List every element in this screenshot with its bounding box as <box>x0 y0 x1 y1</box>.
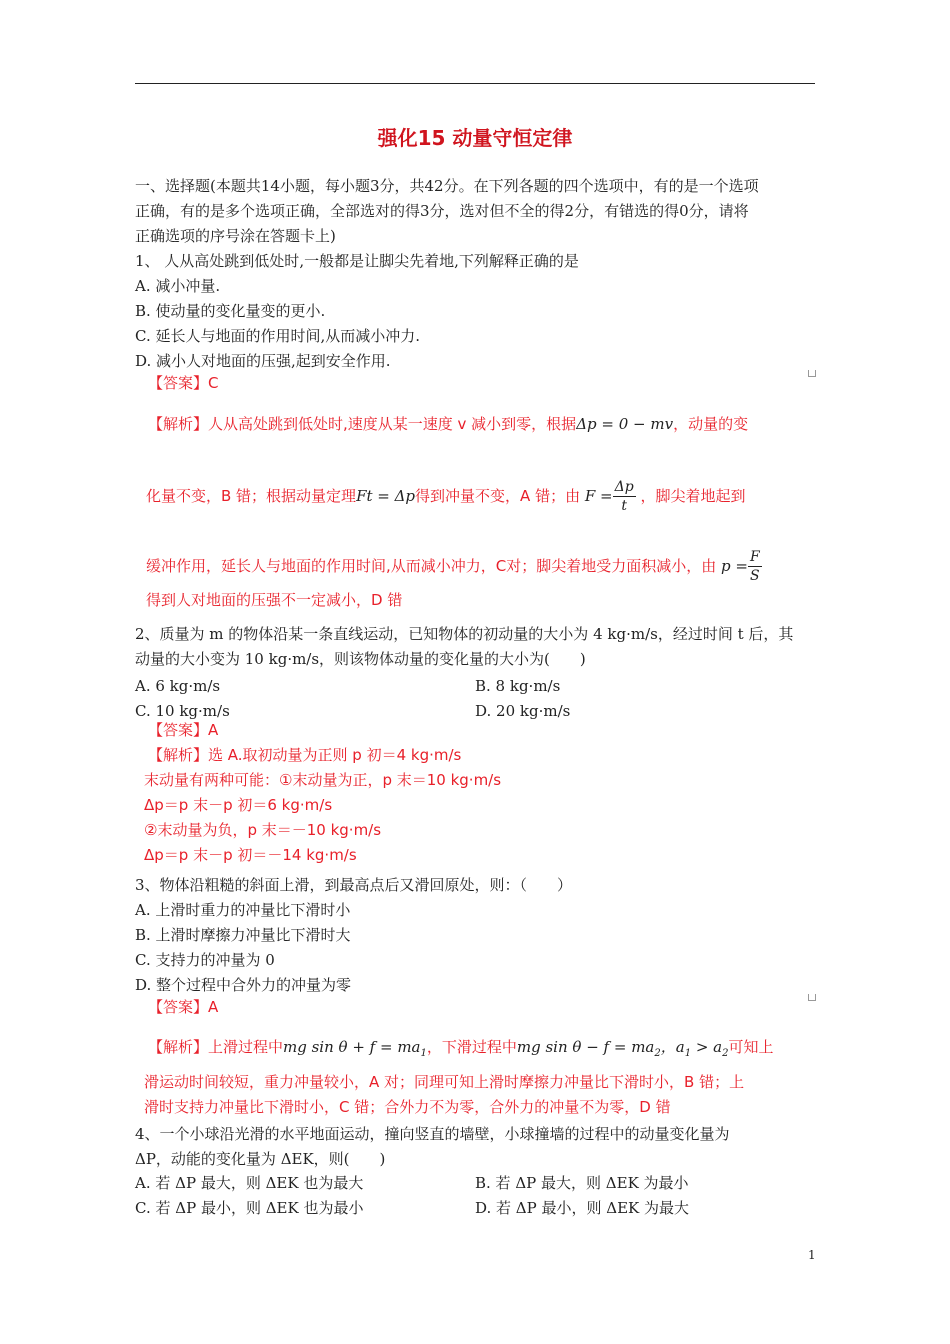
header-rule <box>135 83 815 84</box>
page-title: 强化15 动量守恒定律 <box>377 126 573 150</box>
margin-mark <box>808 370 816 377</box>
q1-option-a: A. 减小冲量. <box>135 277 221 295</box>
q4-option-b: B. 若 ΔP 最大，则 ΔEK 为最小 <box>475 1174 689 1192</box>
q2-explanation-line-1: 【解析】选 A.取初动量为正则 p 初＝4 kg·m/s <box>148 746 462 764</box>
q2-explanation-line-5: Δp＝p 末－p 初＝－14 kg·m/s <box>144 846 357 864</box>
q3-option-c: C. 支持力的冲量为 0 <box>135 951 275 969</box>
q1-option-c: C. 延长人与地面的作用时间,从而减小冲力. <box>135 327 421 345</box>
q1-stem: 1、 人从高处跳到低处时,一般都是让脚尖先着地,下列解释正确的是 <box>135 252 579 270</box>
q2-option-a: A. 6 kg·m/s <box>135 677 221 695</box>
intro-line-3: 正确选项的序号涂在答题卡上) <box>135 227 336 245</box>
q2-explanation-line-4: ②末动量为负，p 末＝－10 kg·m/s <box>144 821 382 839</box>
q2-option-d: D. 20 kg·m/s <box>475 702 571 720</box>
q4-stem-2: ΔP，动能的变化量为 ΔEK，则( ) <box>135 1150 386 1168</box>
intro-line-2: 正确，有的是多个选项正确，全部选对的得3分，选对但不全的得2分，有错选的得0分，请将 <box>135 202 749 220</box>
margin-mark <box>808 994 816 1001</box>
q2-stem-1: 2、质量为 m 的物体沿某一条直线运动，已知物体的初动量的大小为 4 kg·m/s，经过时间 t 后，其 <box>135 625 794 643</box>
page-number: 1 <box>808 1248 816 1262</box>
intro-line-1: 一、选择题(本题共14小题，每小题3分，共42分。在下列各题的四个选项中，有的是一个选项 <box>135 177 759 195</box>
q4-option-a: A. 若 ΔP 最大，则 ΔEK 也为最大 <box>135 1174 364 1192</box>
q3-option-d: D. 整个过程中合外力的冲量为零 <box>135 976 352 994</box>
q2-option-c: C. 10 kg·m/s <box>135 702 230 720</box>
q1-answer: 【答案】C <box>148 374 219 392</box>
q3-explanation-line-3: 滑时支持力冲量比下滑时小，C 错；合外力不为零，合外力的冲量不为零，D 错 <box>144 1098 671 1116</box>
q4-stem-1: 4、一个小球沿光滑的水平地面运动，撞向竖直的墙壁，小球撞墙的过程中的动量变化量为 <box>135 1125 730 1143</box>
q1-explanation-line-2: 化量不变，B 错；根据动量定理Ft = Δp得到冲量不变，A 错；由 F = $\frac{\Delta p}{t}$ ，脚尖着地起到 <box>146 479 746 514</box>
q3-explanation-line-1: 【解析】上滑过程中mg $\sin \theta + f = ma_1$，下滑过程中mg $\sin \theta - f = ma_2$，$a_1 > a_2$可知上 <box>148 1038 774 1059</box>
q2-explanation-line-2: 末动量有两种可能：①末动量为正，p 末＝10 kg·m/s <box>144 771 502 789</box>
q1-option-b: B. 使动量的变化量变的更小. <box>135 302 326 320</box>
q4-option-c: C. 若 ΔP 最小，则 ΔEK 也为最小 <box>135 1199 364 1217</box>
q2-stem-2: 动量的大小变为 10 kg·m/s，则该物体动量的变化量的大小为( ) <box>135 650 586 668</box>
q2-explanation-line-3: Δp＝p 末－p 初＝6 kg·m/s <box>144 796 333 814</box>
q1-explanation-line-3: 缓冲作用，延长人与地面的作用时间,从而减小冲力，C对；脚尖着地受力面积减小，由 p = $\frac{F}{S}$ <box>146 549 760 584</box>
q3-option-b: B. 上滑时摩擦力冲量比下滑时大 <box>135 926 351 944</box>
q1-explanation-line-1: 【解析】人从高处跳到低处时,速度从某一速度 v 减小到零，根据Δp = 0 − mv，动量的变 <box>148 415 749 433</box>
q2-option-b: B. 8 kg·m/s <box>475 677 561 695</box>
q3-answer: 【答案】A <box>148 998 219 1016</box>
q3-explanation-line-2: 滑运动时间较短，重力冲量较小，A 对；同理可知上滑时摩擦力冲量比下滑时小，B 错；上 <box>144 1073 745 1091</box>
q2-answer: 【答案】A <box>148 721 219 739</box>
q3-option-a: A. 上滑时重力的冲量比下滑时小 <box>135 901 351 919</box>
q3-stem: 3、物体沿粗糙的斜面上滑，到最高点后又滑回原处，则：（ ） <box>135 876 573 894</box>
q1-explanation-line-4: 得到人对地面的压强不一定减小，D 错 <box>146 591 403 609</box>
q4-option-d: D. 若 ΔP 最小，则 ΔEK 为最大 <box>475 1199 690 1217</box>
q1-option-d: D. 减小人对地面的压强,起到安全作用. <box>135 352 391 370</box>
